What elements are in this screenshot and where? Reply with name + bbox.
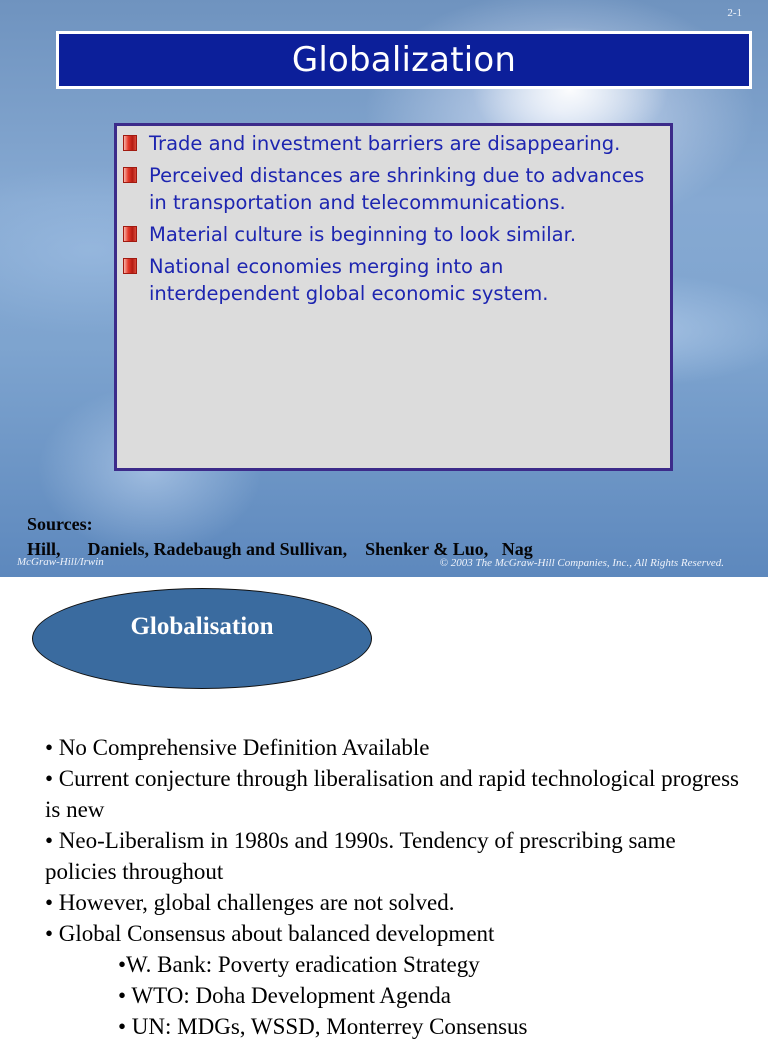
- list-item: • Neo-Liberalism in 1980s and 1990s. Tendency of prescribing same policies throughout: [45, 828, 676, 884]
- bullet-item: [123, 221, 660, 248]
- red-square-bullet-icon: [123, 167, 137, 183]
- title-bar: [56, 31, 752, 89]
- slide-title: Globalization: [291, 40, 517, 80]
- list-item: • However, global challenges are not solved.: [45, 890, 455, 915]
- sources-block: [27, 512, 533, 562]
- footer-copyright: © 2003 The McGraw-Hill Companies, Inc., All Rights Reserved.: [439, 557, 724, 569]
- heading-ellipse: [32, 588, 372, 689]
- bullet-text: National economies merging into an interdependent global economic system.: [149, 255, 549, 305]
- red-square-bullet-icon: [123, 135, 137, 151]
- red-square-bullet-icon: [123, 258, 137, 274]
- bullet-item: [123, 130, 660, 157]
- bullet-text: Perceived distances are shrinking due to advances in transportation and telecommunications.: [149, 164, 645, 214]
- footer-publisher: McGraw-Hill/Irwin: [17, 556, 104, 568]
- sub-list-item: • WTO: Doha Development Agenda: [118, 983, 451, 1008]
- slide-globalisation: [0, 577, 768, 1039]
- slide-heading: Globalisation: [130, 612, 274, 640]
- slide-number: 2-1: [727, 7, 742, 19]
- sub-list-item: •W. Bank: Poverty eradication Strategy: [118, 952, 480, 977]
- sources-list: Hill, Daniels, Radebaugh and Sullivan, Shenker & Luo, Nag: [27, 539, 533, 559]
- list-item: • Global Consensus about balanced development: [45, 921, 495, 946]
- list-item: • Current conjecture through liberalisation and rapid technological progress is new: [45, 766, 739, 822]
- bullet-item: [123, 162, 660, 216]
- red-square-bullet-icon: [123, 226, 137, 242]
- bullet-box: [114, 123, 673, 471]
- points-list: [45, 732, 745, 1042]
- bullet-text: Trade and investment barriers are disappearing.: [149, 132, 621, 155]
- sources-label: Sources:: [27, 514, 93, 534]
- bullet-item: [123, 253, 660, 307]
- sub-list-item: • UN: MDGs, WSSD, Monterrey Consensus: [118, 1014, 528, 1039]
- bullet-text: Material culture is beginning to look similar.: [149, 223, 577, 246]
- list-item: • No Comprehensive Definition Available: [45, 735, 430, 760]
